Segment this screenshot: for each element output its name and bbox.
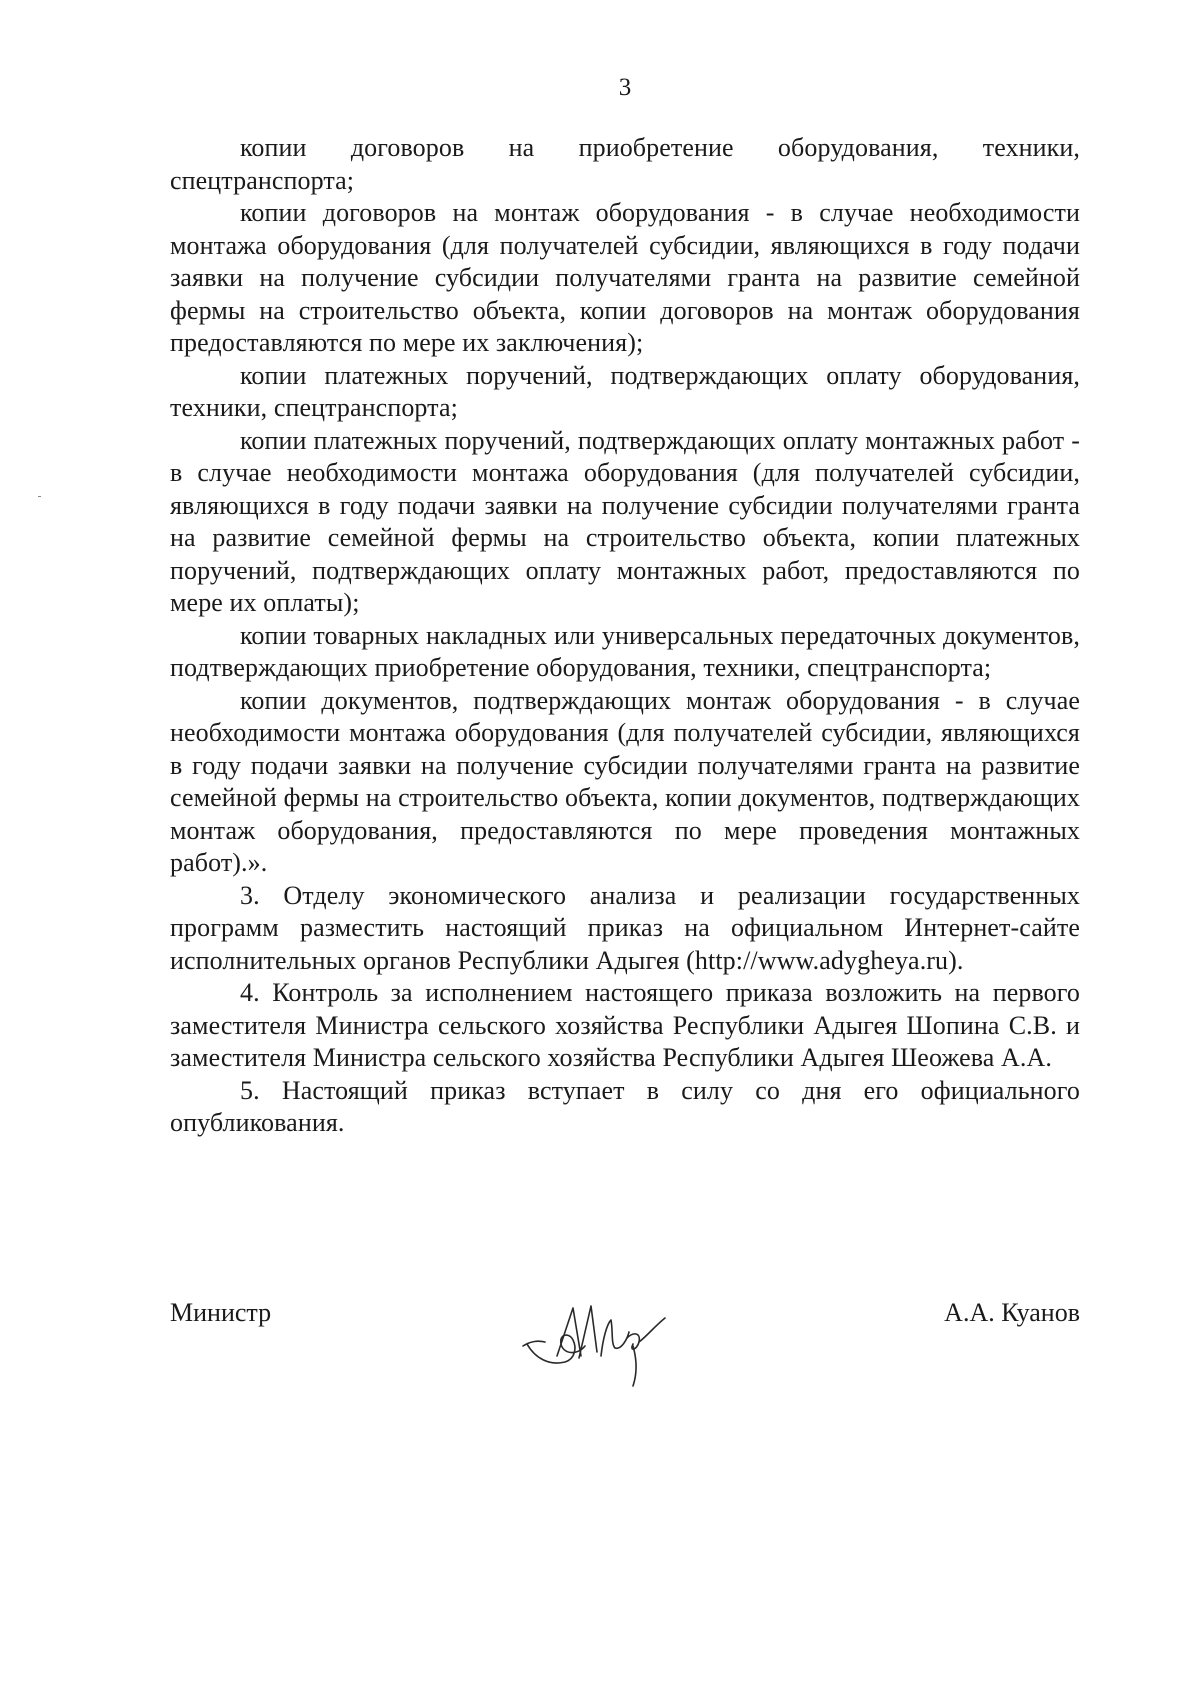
paragraph-item-5: 5. Настоящий приказ вступает в силу со дня его официального опубликования. xyxy=(170,1075,1080,1137)
paragraph-installation-documents: копии документов, подтверждающих монтаж оборудования - в случае необходимости монтажа оборудования (для получателей субсидии, являющихся в году подачи заявки на получение субсидии получателями гранта на развитие семейной фермы на строительство объекта, копии документов, подтверждающих монтаж оборудования, предоставляются по мере проведения монтажных работ).». xyxy=(170,685,1080,877)
paragraph-item-3: 3. Отделу экономического анализа и реализации государственных программ разместить настоящий приказ на официальном Интернет-сайте исполнительных органов Республики Адыгея (http://www.adygheya.ru). xyxy=(170,880,1080,975)
scan-artifact xyxy=(38,496,41,497)
paragraph-installation-payments: копии платежных поручений, подтверждающих оплату монтажных работ - в случае необходимости монтажа оборудования (для получателей субсидии, являющихся в году подачи заявки на получение субсидии получателями гранта на развитие семейной фермы на строительство объекта, копии платежных поручений, подтверждающих оплату монтажных работ, предоставляются по мере их оплаты); xyxy=(170,425,1080,617)
signature-block xyxy=(170,1298,1080,1418)
signatory-name: А.А. Куанов xyxy=(944,1298,1080,1327)
paragraph-waybills: копии товарных накладных или универсальных передаточных документов, подтверждающих приобретение оборудования, техники, спецтранспорта; xyxy=(170,620,1080,682)
paragraph-installation-contracts: копии договоров на монтаж оборудования - в случае необходимости монтажа оборудования (для получателей субсидии, являющихся в году подачи заявки на получение субсидии получателями гранта на развитие семейной фермы на строительство объекта, копии договоров на монтаж оборудования предоставляются по мере их заключения); xyxy=(170,198,1080,357)
paragraph-contract-copies: копии договоров на приобретение оборудования, техники, спецтранспорта; xyxy=(170,133,1080,195)
document-body xyxy=(170,132,1080,1140)
paragraph-payment-orders: копии платежных поручений, подтверждающих оплату оборудования, техники, спецтранспорта; xyxy=(170,360,1080,422)
paragraph-item-4: 4. Контроль за исполнением настоящего приказа возложить на первого заместителя Министра сельского хозяйства Республики Адыгея Шопина С.В. и заместителя Министра сельского хозяйства Республики Адыгея Шеожева А.А. xyxy=(170,978,1080,1072)
signatory-position: Министр xyxy=(170,1298,272,1327)
handwritten-signature xyxy=(515,1286,675,1391)
page-number: 3 xyxy=(618,74,632,101)
